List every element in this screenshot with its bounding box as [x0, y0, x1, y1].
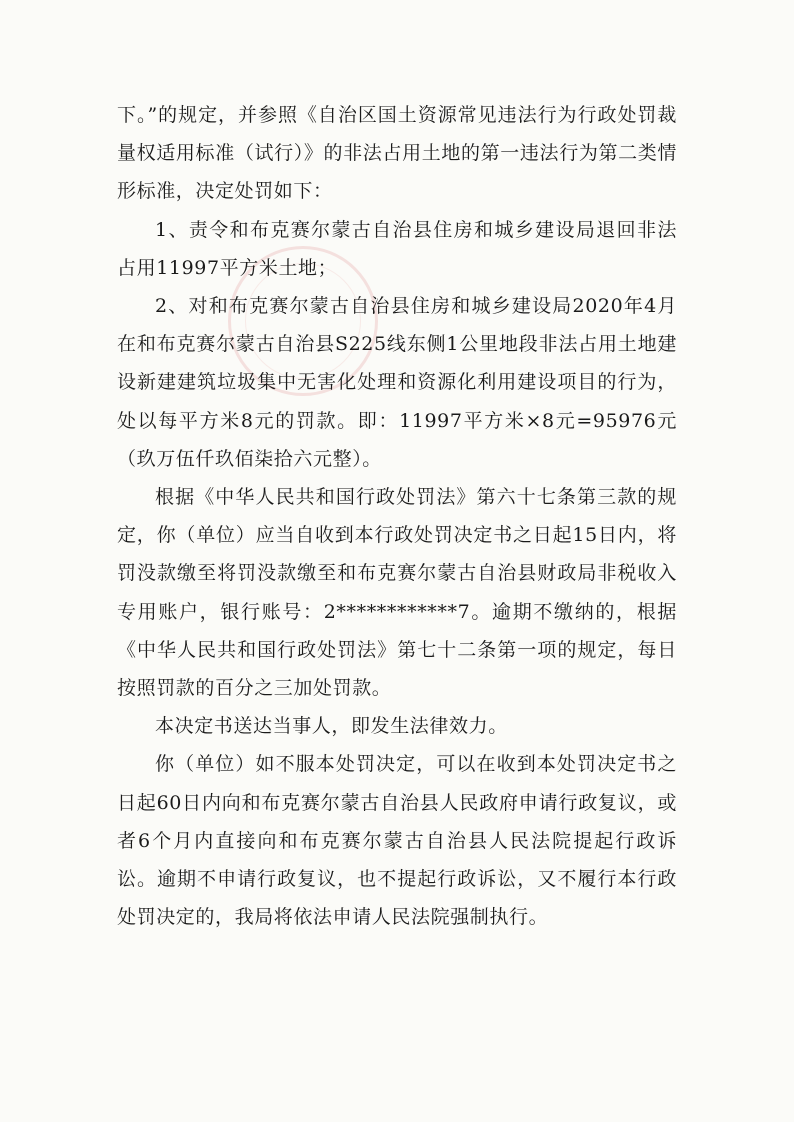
- paragraph-appeal-rights: 你（单位）如不服本处罚决定，可以在收到本处罚决定书之日起60日内向和布克赛尔蒙古自治县人民政府申请行政复议，或者6个月内直接向和布克赛尔蒙古自治县人民法院提起行政诉讼。逾期不申请行政复议，也不提起行政诉讼，又不履行本行政处罚决定的，我局将依法申请人民法院强制执行。: [117, 753, 677, 929]
- document-body: [117, 96, 677, 936]
- paragraph-penalty-item-1: 1、责令和布克赛尔蒙古自治县住房和城乡建设局退回非法占用11997平方米土地；: [117, 218, 677, 279]
- paragraph-effectiveness: 本决定书送达当事人，即发生法律效力。: [155, 715, 508, 738]
- paragraph-penalty-item-2: 2、对和布克赛尔蒙古自治县住房和城乡建设局2020年4月在和布克赛尔蒙古自治县S225线东侧1公里地段非法占用土地建设新建建筑垃圾集中无害化处理和资源化利用建设项目的行为，处以每平方米8元的罚款。即：11997平方米×8元=95976元（玖万伍仟玖佰柒拾六元整）。: [117, 295, 677, 470]
- paragraph-ruling-basis: 下。”的规定，并参照《自治区国土资源常见违法行为行政处罚裁量权适用标准（试行）》的非法占用土地的第一违法行为第二类情形标准，决定处罚如下：: [117, 104, 677, 203]
- paragraph-payment-instructions: 根据《中华人民共和国行政处罚法》第六十七条第三款的规定，你（单位）应当自收到本行政处罚决定书之日起15日内，将罚没款缴至将罚没款缴至和布克赛尔蒙古自治县财政局非税收入专用账户，银行账号：2************7。逾期不缴纳的，根据《中华人民共和国行政处罚法》第七十二条第一项的规定，每日按照罚款的百分之三加处罚款。: [117, 486, 677, 700]
